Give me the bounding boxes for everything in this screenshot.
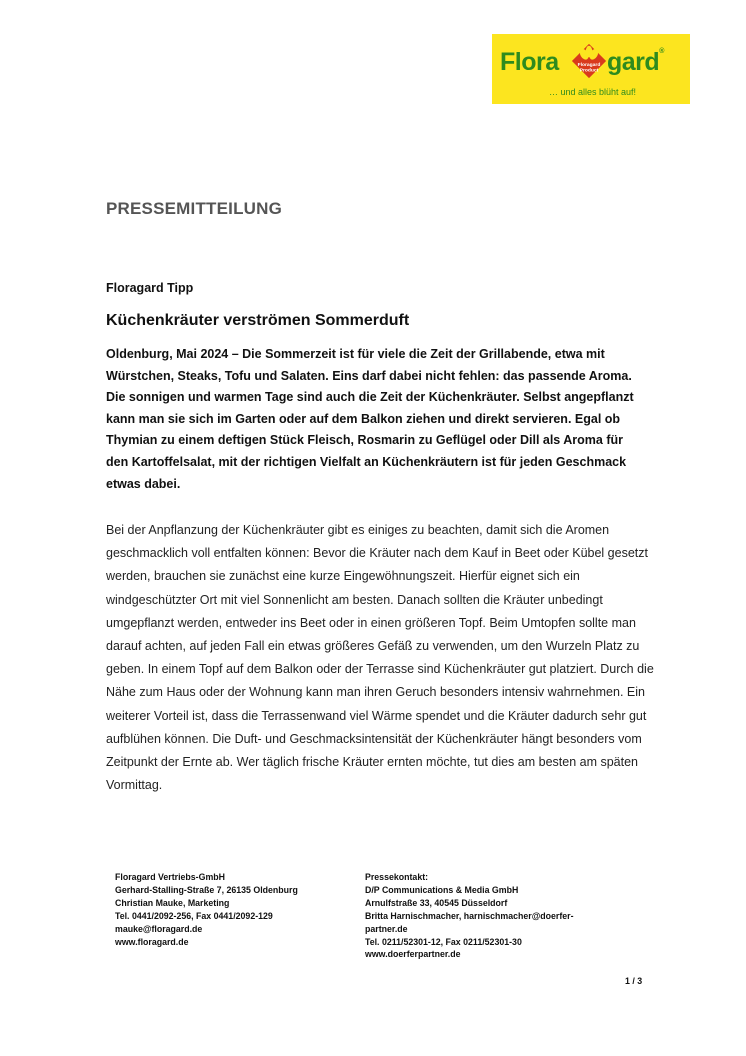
footer-right-line: partner.de [365,923,408,934]
footer-right-line: Britta Harnischmacher, harnischmacher@doerfer- [365,910,574,921]
footer-right-website: www.doerferpartner.de [365,949,461,960]
floragard-badge-icon [570,42,608,80]
footer-left-line: Floragard Vertriebs-GmbH [115,872,225,882]
footer-left-email: mauke@floragard.de [115,923,203,934]
registered-mark: ® [659,48,664,55]
body-paragraph: Bei der Anpflanzung der Küchenkräuter gibt es einiges zu beachten, damit sich die Aromen geschmacklich voll entfalten können: Bevor die Kräuter nach dem Kauf in Beet oder Kübel gesetzt werden, brauchen sie zunächst eine kurze Eingewöhnungszeit. Hierfür eignet sich ein windgeschützter Ort mit viel Sonnenlicht am besten. Danach sollten die Kräuter unbedingt umgepflanzt werden, entweder ins Beet oder in einen größeren Topf. Beim Umtopfen sollte man darauf achten, auf jeden Fall ein etwas größeres Gefäß zu verwenden, um den Wurzeln Platz zu geben. In einem Topf auf dem Balkon oder der Terrasse sind Küchenkräuter gut platziert. Durch die Nähe zum Haus oder der Wohnung kann man ihren Geruch besonders intensiv wahrnehmen. Ein weiterer Vorteil ist, dass die Terrassenwand viel Wärme spendet und die Kräuter dadurch sehr gut aufblühen können. Die Duft- und Geschmacksintensität der Küchenkräuter hängt besonders vom Zeitpunkt der Ernte ab. Wer täglich frische Kräuter ernten möchte, tut dies am besten am späten Vormittag. [106,523,654,793]
article-title: Küchenkräuter verströmen Sommerduft [106,312,410,329]
floragard-logo [492,34,690,104]
page-number: 1 / 3 [625,976,643,986]
lead-paragraph: Oldenburg, Mai 2024 – Die Sommerzeit ist für viele die Zeit der Grillabende, etwa mit Würstchen, Steaks, Tofu und Salaten. Eins darf dabei nicht fehlen: das passende Aroma. Die sonnigen und warmen Tage sind auch die Zeit der Küchenkräuter. Selbst angepflanzt kann man sie sich im Garten oder auf dem Balkon ziehen und direkt servieren. Egal ob Thymian zu einem deftigen Stück Fleisch, Rosmarin zu Geflügel oder Dill als Aroma für den Kartoffelsalat, mit der richtigen Vielfalt an Küchenkräutern ist für jeden Geschmack etwas dabei. [106,347,634,491]
footer-left-website: www.floragard.de [115,936,189,947]
logo-word-flora: Flora [500,48,559,76]
footer-press-contact [365,871,615,961]
footer-right-line: Arnulfstraße 33, 40545 Düsseldorf [365,897,508,908]
kicker-label: Floragard Tipp [106,281,194,295]
logo-tagline: … und alles blüht auf! [548,87,636,97]
footer-left-line: Christian Mauke, Marketing [115,897,230,908]
footer-right-line: D/P Communications & Media GmbH [365,884,519,895]
logo-word-gard: gard® [607,48,664,76]
press-release-heading: PRESSEMITTEILUNG [106,199,283,218]
footer-company-contact [115,871,355,948]
footer-right-line: Tel. 0211/52301-12, Fax 0211/52301-30 [365,936,522,947]
footer-left-line: Gerhard-Stalling-Straße 7, 26135 Oldenburg [115,884,298,895]
footer-right-line: Pressekontakt: [365,872,429,882]
badge-text-line2: Product [579,68,599,74]
badge-text-line1: Floragard [577,63,601,69]
footer-left-line: Tel. 0441/2092-256, Fax 0441/2092-129 [115,910,273,921]
